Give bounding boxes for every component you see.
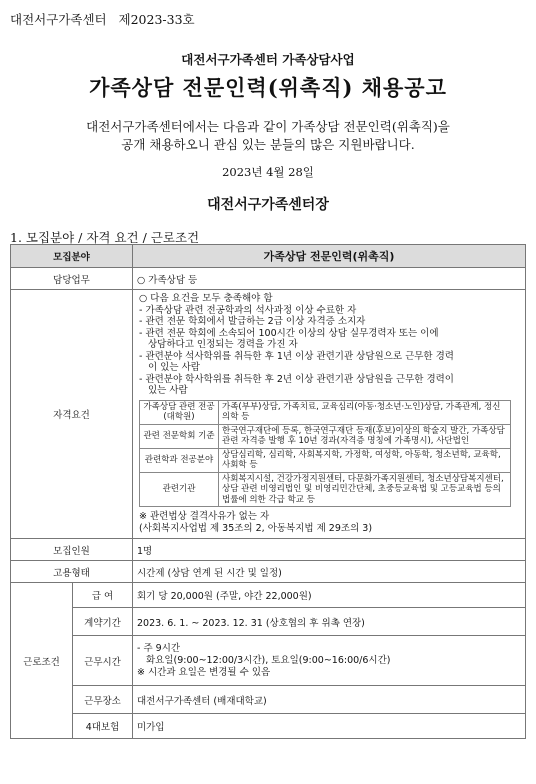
qualification-line: ○ 다음 요건을 모두 충족해야 함	[139, 293, 273, 304]
header-field-value: 가족상담 전문인력(위촉직)	[133, 245, 526, 268]
notice-date: 2023년 4월 28일	[222, 165, 314, 179]
qualification-line: 이 있는 사람	[148, 362, 200, 373]
insurance-label: 4대보험	[73, 714, 133, 739]
subtable-row	[140, 472, 511, 507]
subtable-value: 사회복지시설, 건강가정지원센터, 다문화가족지원센터, 청소년상담복지센터, 상담 관련 비영리법인 및 비영리민간단체, 초중등교육법 및 고등교육법 등의 법률에 의한 각급 학교 등	[219, 472, 511, 507]
insurance-value: 미가입	[133, 714, 526, 739]
qualification-subtable	[139, 400, 511, 508]
header-field-label: 모집분야	[11, 245, 133, 268]
subtable-value: 상담심리학, 심리학, 사회복지학, 가정학, 여성학, 아동학, 청소년학, 교육학, 사회학 등	[219, 448, 511, 472]
section-title: 1. 모집분야 / 자격 요건 / 근로조건	[10, 230, 200, 245]
recruitment-table	[10, 244, 526, 739]
recruit-count-value: 1명	[133, 539, 526, 561]
issuer: 대전서구가족센터장	[207, 197, 329, 213]
salary-value: 회기 당 20,000원 (주말, 야간 22,000원)	[133, 583, 526, 608]
work-place-value: 대전서구가족센터 (배재대학교)	[133, 686, 526, 714]
contract-period-value: 2023. 6. 1. ~ 2023. 12. 31 (상호협의 후 위촉 연장)	[133, 608, 526, 636]
intro-line: 대전서구가족센터에서는 다음과 같이 가족상담 전문인력(위촉직)을	[86, 119, 450, 134]
work-conditions-label: 근로조건	[11, 583, 73, 739]
salary-label: 급 여	[73, 583, 133, 608]
work-place-label: 근무장소	[73, 686, 133, 714]
intro-line: 공개 채용하오니 관심 있는 분들의 많은 지원바랍니다.	[121, 137, 415, 152]
qualification-line: - 관련분야 석사학위를 취득한 후 1년 이상 관련기관 상담원으로 근무한 경력	[139, 350, 454, 362]
subtable-key: 관련학과 전공분야	[140, 448, 219, 472]
employment-type-label: 고용형태	[11, 561, 133, 583]
duty-value: ○ 가족상담 등	[133, 268, 526, 290]
subtable-value: 한국연구재단에 등록, 한국연구재단 등재(후보)이상의 학술지 발간, 가족상담 관련 자격증 발행 후 10년 경과(자격증 명칭에 가족명시), 사단법인	[219, 424, 511, 448]
qualification-line: - 관련 전문 학회에서 발급하는 2급 이상 자격증 소지자	[139, 316, 366, 327]
recruit-count-label: 모집인원	[11, 539, 133, 561]
subtable-row	[140, 400, 511, 424]
document-number: 대전서구가족센터 제2023-33호	[10, 12, 195, 27]
qualification-line: 상담하다고 인정되는 경력을 가진 자	[148, 339, 298, 350]
subtable-value: 가족(부부)상담, 가족치료, 교육심리(아동·청소년·노인)상담, 가족관계, 정신의학 등	[219, 400, 511, 424]
subtable-row	[140, 448, 511, 472]
subtable-key: 가족상담 관련 전공(대학원)	[140, 400, 219, 424]
work-hours-line: - 주 9시간	[137, 642, 181, 654]
subtable-row	[140, 424, 511, 448]
qualification-line: - 관련 전문 학회에 소속되어 100시간 이상의 상담 실무경력자 또는 이에	[139, 327, 439, 339]
work-hours-label: 근무시간	[73, 636, 133, 686]
intro-text	[0, 118, 536, 154]
qualification-note: ※ 관련법상 결격사유가 없는 자	[139, 511, 270, 522]
qualification-note: (사회복지사업법 제 35조의 2, 아동복지법 제 29조의 3)	[139, 522, 373, 534]
work-hours-line: 화요일(9:00~12:00/3시간), 토요일(9:00~16:00/6시간)	[146, 654, 391, 666]
qualification-line: - 가족상담 관련 전공학과의 석사과정 이상 수료한 자	[139, 304, 357, 316]
subtable-key: 관련 전문학회 기준	[140, 424, 219, 448]
employment-type-value: 시간제 (상담 연계 된 시간 및 일정)	[133, 561, 526, 583]
work-hours-line: ※ 시간과 요일은 변경될 수 있음	[137, 666, 271, 678]
duty-label: 담당업무	[11, 268, 133, 290]
work-hours-value	[133, 636, 526, 686]
qualification-line: - 관련분야 학사학위를 취득한 후 2년 이상 관련기관 상담원을 근무한 경력이	[139, 373, 454, 385]
org-line: 대전서구가족센터 가족상담사업	[181, 52, 355, 67]
qualification-line: 있는 사람	[148, 385, 188, 396]
qualification-content	[133, 290, 526, 539]
contract-period-label: 계약기간	[73, 608, 133, 636]
notice-title: 가족상담 전문인력(위촉직) 채용공고	[89, 75, 447, 100]
qualification-label: 자격요건	[11, 290, 133, 539]
qualification-list	[139, 293, 519, 397]
subtable-key: 관련기관	[140, 472, 219, 507]
